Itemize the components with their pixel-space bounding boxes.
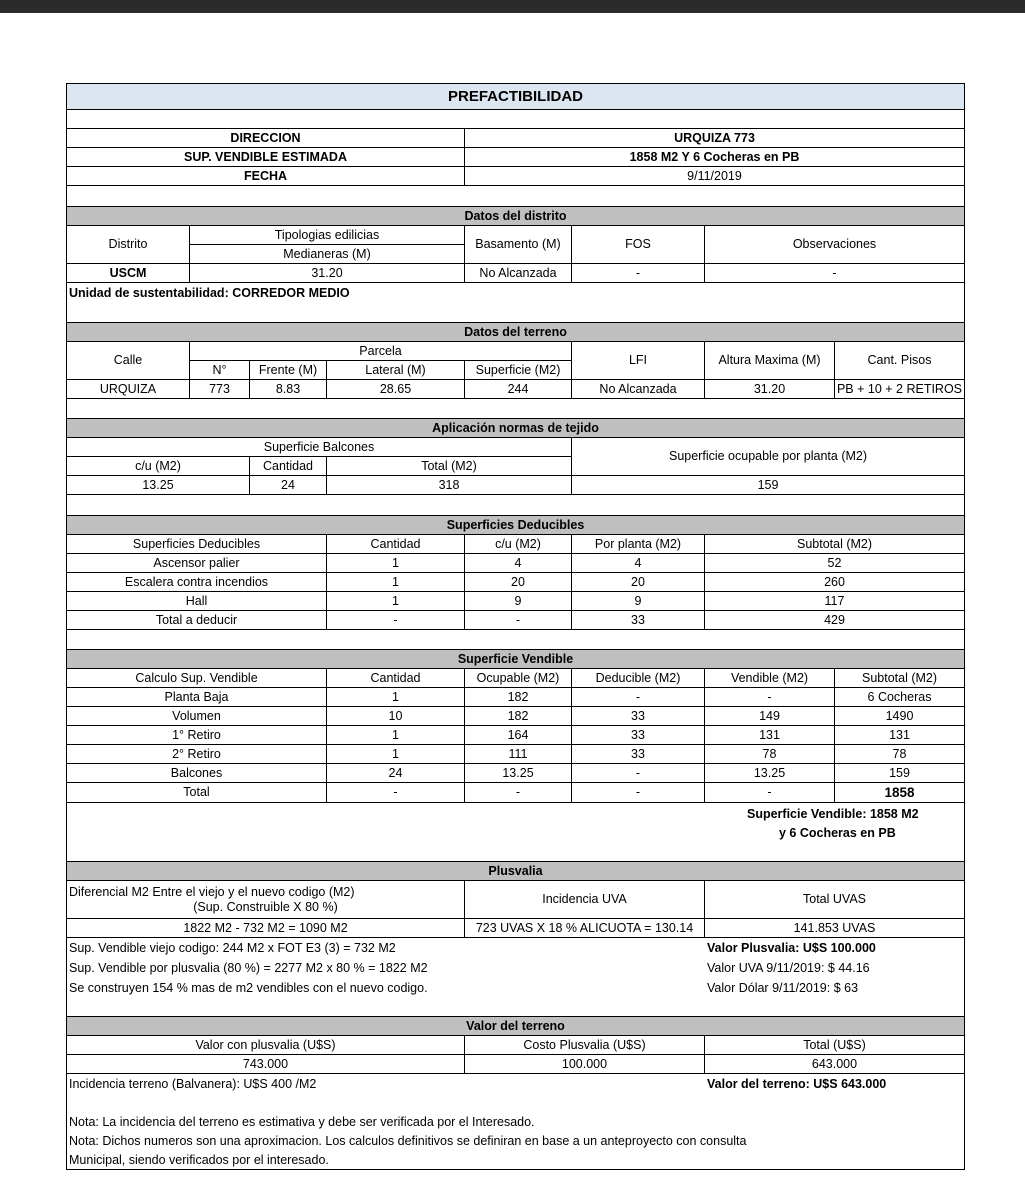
table-cell: 52: [705, 554, 964, 573]
total-uvas-value: 141.853 UVAS: [705, 919, 964, 938]
prefactibilidad-sheet: [66, 83, 965, 1170]
col-cantidad: Cantidad: [327, 669, 465, 688]
table-cell: 164: [465, 726, 572, 745]
col-por-planta: Por planta (M2): [572, 535, 705, 554]
table-cell: 33: [572, 745, 705, 764]
table-row-label: 2° Retiro: [67, 745, 327, 764]
table-cell: 131: [835, 726, 964, 745]
lateral-value: 28.65: [327, 380, 465, 399]
ocupable-value: 159: [572, 476, 964, 495]
incidencia-uva-value: 723 UVAS X 18 % ALICUOTA = 130.14: [465, 919, 705, 938]
nota-aproximacion-cont: Municipal, siendo verificados por el interesado.: [69, 1153, 329, 1167]
direccion-value: URQUIZA 773: [465, 129, 964, 148]
col-fos: FOS: [572, 226, 705, 264]
col-diferencial: [67, 881, 465, 919]
col-total-uvas: Total UVAS: [705, 881, 964, 919]
col-tipologias: Tipologias edilicias: [190, 226, 465, 245]
table-cell: 20: [572, 573, 705, 592]
cu-value: 13.25: [67, 476, 250, 495]
col-superficies-deducibles: Superficies Deducibles: [67, 535, 327, 554]
spacer-row: [67, 186, 964, 207]
col-cant-pisos: Cant. Pisos: [835, 342, 964, 380]
col-medianeras: Medianeras (M): [190, 245, 465, 264]
table-cell: 1: [327, 592, 465, 611]
valor-con-plusvalia-value: 743.000: [67, 1055, 465, 1074]
nota-aproximacion: Nota: Dichos numeros son una aproximacion. Los calculos definitivos se definiran en base a un anteproyecto con consulta: [69, 1134, 747, 1148]
fecha-label: FECHA: [67, 167, 465, 186]
spacer-row: [67, 630, 964, 650]
total-vendible-value: 1858: [835, 783, 964, 803]
col-calle: Calle: [67, 342, 190, 380]
col-frente: Frente (M): [250, 361, 327, 380]
col-costo-plusvalia: Costo Plusvalia (U$S): [465, 1036, 705, 1055]
table-cell: 149: [705, 707, 835, 726]
distrito-value: USCM: [67, 264, 190, 283]
table-row-label: Volumen: [67, 707, 327, 726]
medianeras-value: 31.20: [190, 264, 465, 283]
observaciones-value: -: [705, 264, 964, 283]
table-cell: 33: [572, 611, 705, 630]
diferencial-value: 1822 M2 - 732 M2 = 1090 M2: [67, 919, 465, 938]
table-cell: 1: [327, 554, 465, 573]
terreno-header: Datos del terreno: [67, 323, 964, 342]
cantidad-value: 24: [250, 476, 327, 495]
table-row-label: Hall: [67, 592, 327, 611]
table-cell: 1: [327, 573, 465, 592]
col-deducible: Deducible (M2): [572, 669, 705, 688]
table-cell: 24: [327, 764, 465, 783]
col-distrito: Distrito: [67, 226, 190, 264]
col-total-usd: Total (U$S): [705, 1036, 964, 1055]
vendible-header: Superficie Vendible: [67, 650, 964, 669]
table-cell: 33: [572, 707, 705, 726]
table-cell: 1: [327, 688, 465, 707]
col-basamento: Basamento (M): [465, 226, 572, 264]
spacer-row: [67, 110, 964, 129]
table-cell: 260: [705, 573, 964, 592]
col-superficie: Superficie (M2): [465, 361, 572, 380]
sup-vendible-value: 1858 M2 Y 6 Cocheras en PB: [465, 148, 964, 167]
table-cell: 159: [835, 764, 964, 783]
table-cell: 131: [705, 726, 835, 745]
spacer-row: [67, 399, 964, 419]
direccion-label: DIRECCION: [67, 129, 465, 148]
table-cell: 13.25: [465, 764, 572, 783]
plusvalia-note: Sup. Vendible viejo codigo: 244 M2 x FOT E3 (3) = 732 M2: [69, 941, 396, 955]
table-row-label: Total a deducir: [67, 611, 327, 630]
table-cell: 182: [465, 688, 572, 707]
table-cell: 10: [327, 707, 465, 726]
table-cell: 117: [705, 592, 964, 611]
table-cell: 13.25: [705, 764, 835, 783]
col-lateral: Lateral (M): [327, 361, 465, 380]
table-cell: -: [465, 611, 572, 630]
col-lfi: LFI: [572, 342, 705, 380]
fos-value: -: [572, 264, 705, 283]
calle-value: URQUIZA: [67, 380, 190, 399]
table-row-label: Planta Baja: [67, 688, 327, 707]
page-title: PREFACTIBILIDAD: [67, 84, 964, 110]
table-cell: -: [572, 688, 705, 707]
col-observaciones: Observaciones: [705, 226, 964, 264]
col-superficie-balcones: Superficie Balcones: [67, 438, 572, 457]
plusvalia-note: Sup. Vendible por plusvalia (80 %) = 2277 M2 x 80 % = 1822 M2: [69, 961, 428, 975]
summary-vendible-line2: y 6 Cocheras en PB: [779, 826, 896, 840]
col-valor-con-plusvalia: Valor con plusvalia (U$S): [67, 1036, 465, 1055]
table-cell: 6 Cocheras: [835, 688, 964, 707]
col-ocupable: Ocupable (M2): [465, 669, 572, 688]
incidencia-terreno: Incidencia terreno (Balvanera): U$S 400 /M2: [69, 1077, 317, 1091]
col-diferencial-line2: (Sup. Construible X 80 %): [193, 899, 338, 914]
col-superficie-ocupable: Superficie ocupable por planta (M2): [572, 438, 964, 476]
plusvalia-note: Se construyen 154 % mas de m2 vendibles con el nuevo codigo.: [69, 981, 428, 995]
table-cell: -: [705, 688, 835, 707]
basamento-value: No Alcanzada: [465, 264, 572, 283]
deducibles-header: Superficies Deducibles: [67, 516, 964, 535]
col-incidencia-uva: Incidencia UVA: [465, 881, 705, 919]
table-cell: 182: [465, 707, 572, 726]
table-cell: 20: [465, 573, 572, 592]
table-cell: 9: [572, 592, 705, 611]
altura-value: 31.20: [705, 380, 835, 399]
col-altura-maxima: Altura Maxima (M): [705, 342, 835, 380]
table-cell: -: [465, 783, 572, 803]
distrito-header: Datos del distrito: [67, 207, 964, 226]
total-usd-value: 643.000: [705, 1055, 964, 1074]
col-cantidad: Cantidad: [250, 457, 327, 476]
valor-uva: Valor UVA 9/11/2019: $ 44.16: [707, 961, 870, 975]
table-cell: 78: [835, 745, 964, 764]
frente-value: 8.83: [250, 380, 327, 399]
total-m2-value: 318: [327, 476, 572, 495]
table-cell: 4: [572, 554, 705, 573]
col-parcela: Parcela: [190, 342, 572, 361]
table-row-label: Ascensor palier: [67, 554, 327, 573]
table-cell: -: [327, 611, 465, 630]
lfi-value: No Alcanzada: [572, 380, 705, 399]
col-numero: N°: [190, 361, 250, 380]
col-cu: c/u (M2): [67, 457, 250, 476]
table-cell: -: [572, 783, 705, 803]
table-cell: -: [327, 783, 465, 803]
table-cell: -: [705, 783, 835, 803]
tejido-header: Aplicación normas de tejido: [67, 419, 964, 438]
valor-dolar: Valor Dólar 9/11/2019: $ 63: [707, 981, 859, 995]
table-cell: 9: [465, 592, 572, 611]
table-cell: 111: [465, 745, 572, 764]
costo-plusvalia-value: 100.000: [465, 1055, 705, 1074]
nota-incidencia: Nota: La incidencia del terreno es estimativa y debe ser verificada por el Interesado.: [69, 1115, 535, 1129]
sup-vendible-label: SUP. VENDIBLE ESTIMADA: [67, 148, 465, 167]
table-row-label: Total: [67, 783, 327, 803]
table-cell: -: [572, 764, 705, 783]
unidad-sustentabilidad: Unidad de sustentabilidad: CORREDOR MEDIO: [67, 283, 964, 323]
table-cell: 1: [327, 726, 465, 745]
spacer-row: [67, 495, 964, 516]
table-row-label: Escalera contra incendios: [67, 573, 327, 592]
table-cell: 78: [705, 745, 835, 764]
summary-vendible-line1: Superficie Vendible: 1858 M2: [747, 807, 919, 821]
col-subtotal: Subtotal (M2): [835, 669, 964, 688]
valor-terreno-header: Valor del terreno: [67, 1017, 964, 1036]
col-cu: c/u (M2): [465, 535, 572, 554]
numero-value: 773: [190, 380, 250, 399]
col-calculo: Calculo Sup. Vendible: [67, 669, 327, 688]
table-cell: 33: [572, 726, 705, 745]
table-cell: 4: [465, 554, 572, 573]
table-row-label: Balcones: [67, 764, 327, 783]
superficie-value: 244: [465, 380, 572, 399]
cant-pisos-value: PB + 10 + 2 RETIROS: [835, 380, 964, 399]
plusvalia-header: Plusvalia: [67, 862, 964, 881]
table-row-label: 1° Retiro: [67, 726, 327, 745]
table-cell: 1490: [835, 707, 964, 726]
table-cell: 429: [705, 611, 964, 630]
col-subtotal: Subtotal (M2): [705, 535, 964, 554]
valor-plusvalia: Valor Plusvalia: U$S 100.000: [707, 941, 876, 955]
valor-del-terreno: Valor del terreno: U$S 643.000: [707, 1077, 887, 1091]
col-total-m2: Total (M2): [327, 457, 572, 476]
table-cell: 1: [327, 745, 465, 764]
fecha-value: 9/11/2019: [465, 167, 964, 186]
window-top-bar: [0, 0, 1025, 13]
col-diferencial-line1: Diferencial M2 Entre el viejo y el nuevo codigo (M2): [69, 885, 355, 900]
col-cantidad: Cantidad: [327, 535, 465, 554]
col-vendible: Vendible (M2): [705, 669, 835, 688]
